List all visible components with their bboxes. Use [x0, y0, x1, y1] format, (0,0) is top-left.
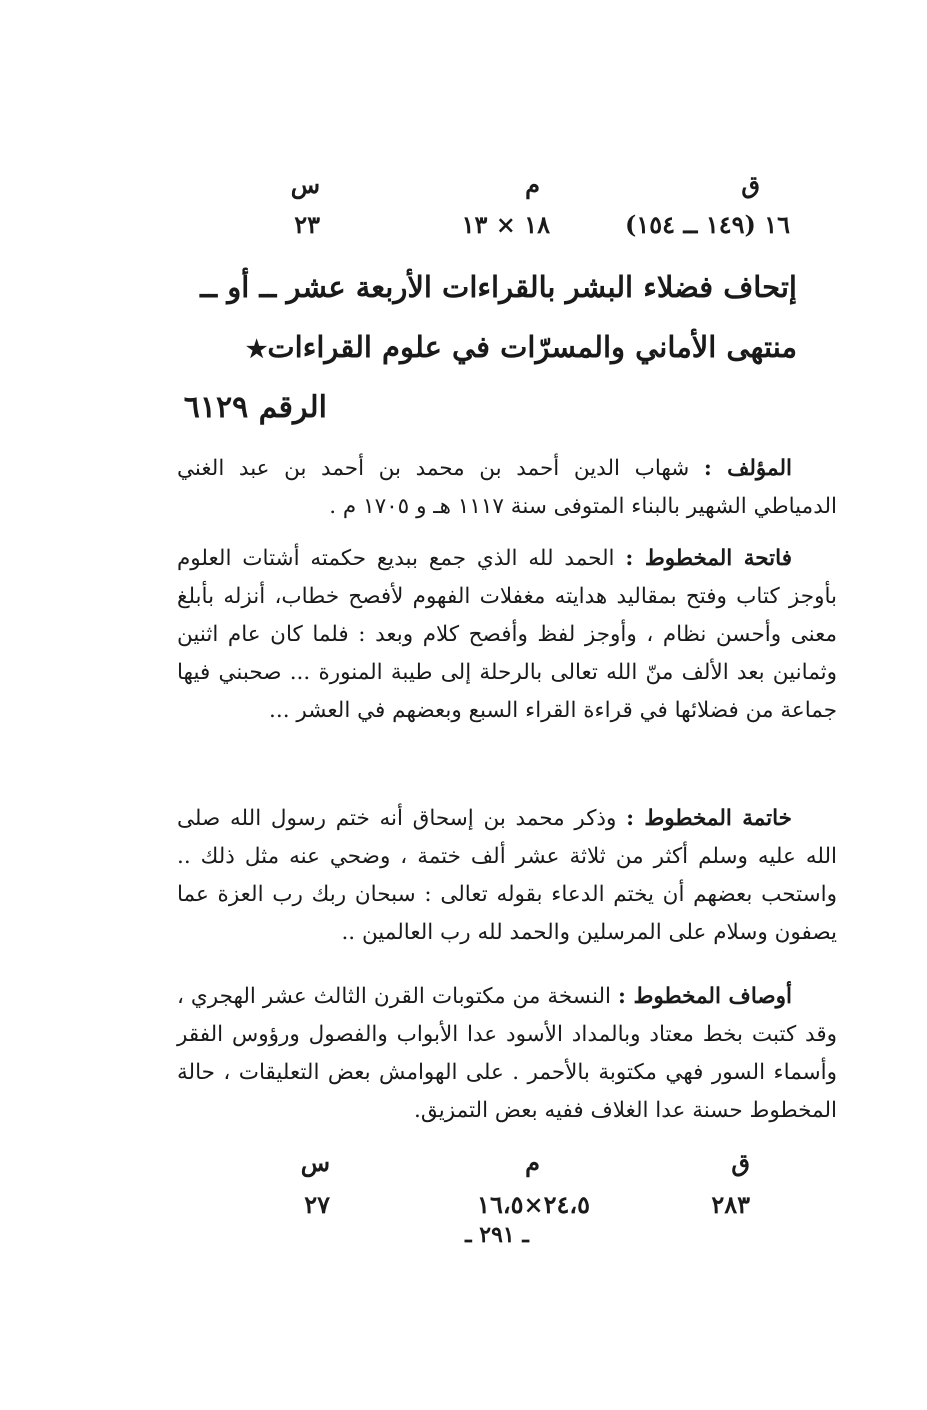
bottom-meta-value-s: ٢٧ — [304, 1190, 330, 1219]
description-text: النسخة من مكتوبات القرن الثالث عشر الهجري ، وقد كتبت بخط معتاد وبالمداد الأسود عدا الأبواب والفصول ورؤوس الفقر وأسماء السور فهي مكتوبة بالأحمر . على الهوامش بعض التعليقات ، حالة المخطوط حسنة عدا الغلاف ففيه بعض التمزيق. — [177, 984, 837, 1123]
bottom-meta-value-m: ٢٤،٥×١٦،٥ — [477, 1190, 590, 1219]
author-label: المؤلف : — [703, 456, 792, 481]
meta-value-m: ١٨ × ١٣ — [461, 210, 550, 239]
meta-value-s: ٢٣ — [294, 210, 320, 239]
closing-paragraph — [177, 800, 837, 952]
description-label: أوصاف المخطوط : — [617, 984, 792, 1009]
closing-label: خاتمة المخطوط : — [626, 806, 792, 831]
bottom-meta-value-q: ٢٨٣ — [711, 1190, 750, 1219]
closing-text: وذكر محمد بن إسحاق أنه ختم رسول الله صلى الله عليه وسلم أكثر من ثلاثة عشر ألف ختمة ، وضحي عنه مثل ذلك .. واستحب بعضهم أن يختم الدعاء بقوله تعالى : سبحان ربك رب العزة عما يصفون وسلام على المرسلين والحمد لله رب العالمين .. — [177, 806, 837, 945]
meta-value-q: ١٦ (١٤٩ ــ ١٥٤) — [625, 210, 790, 239]
opening-text: الحمد لله الذي جمع ببديع حكمته أشتات العلوم بأوجز كتاب وفتح بمقاليد هدايته مغفلات الفهوم لأفصح خطاب، أنزله بأبلغ معنى وأحسن نظام ، وأوجز لفظ وأفصح كلام وبعد : فلما كان عام اثنين وثمانين بعد الألف منّ الله تعالى بالرحلة إلى طيبة المنورة ... صحبني فيها جماعة من فضلائها في قراءة القراء السبع وبعضهم في العشر ... — [177, 546, 837, 723]
author-text: شهاب الدين أحمد بن محمد بن أحمد بن عبد الغني الدمياطي الشهير بالبناء المتوفى سنة ١١١٧ هـ و ١٧٠٥ م . — [177, 456, 837, 519]
meta-label-q: ق — [741, 170, 760, 199]
opening-label: فاتحة المخطوط : — [625, 546, 792, 571]
top-meta-values — [230, 210, 790, 250]
manuscript-title-text: منتهى الأماني والمسرّات في علوم القراءات — [267, 330, 797, 364]
meta-label-s: س — [290, 170, 320, 199]
page-number: ـ ٢٩١ ـ — [465, 1222, 529, 1248]
meta-label-m: م — [525, 170, 540, 199]
manuscript-title-line-1: إتحاف فضلاء البشر بالقراءات الأربعة عشر ــ أو ــ — [200, 270, 797, 304]
bottom-meta-labels — [230, 1148, 790, 1188]
top-meta-labels — [230, 170, 790, 210]
manuscript-title-line-2 — [177, 330, 797, 364]
description-paragraph — [177, 978, 837, 1130]
bottom-meta-label-m: م — [525, 1148, 540, 1177]
star-icon: ★ — [245, 334, 268, 363]
bottom-meta-label-q: ق — [731, 1148, 750, 1177]
opening-paragraph — [177, 540, 837, 730]
bottom-meta-label-s: س — [300, 1148, 330, 1177]
record-number: الرقم ٦١٢٩ — [183, 390, 327, 425]
author-paragraph — [177, 450, 837, 526]
